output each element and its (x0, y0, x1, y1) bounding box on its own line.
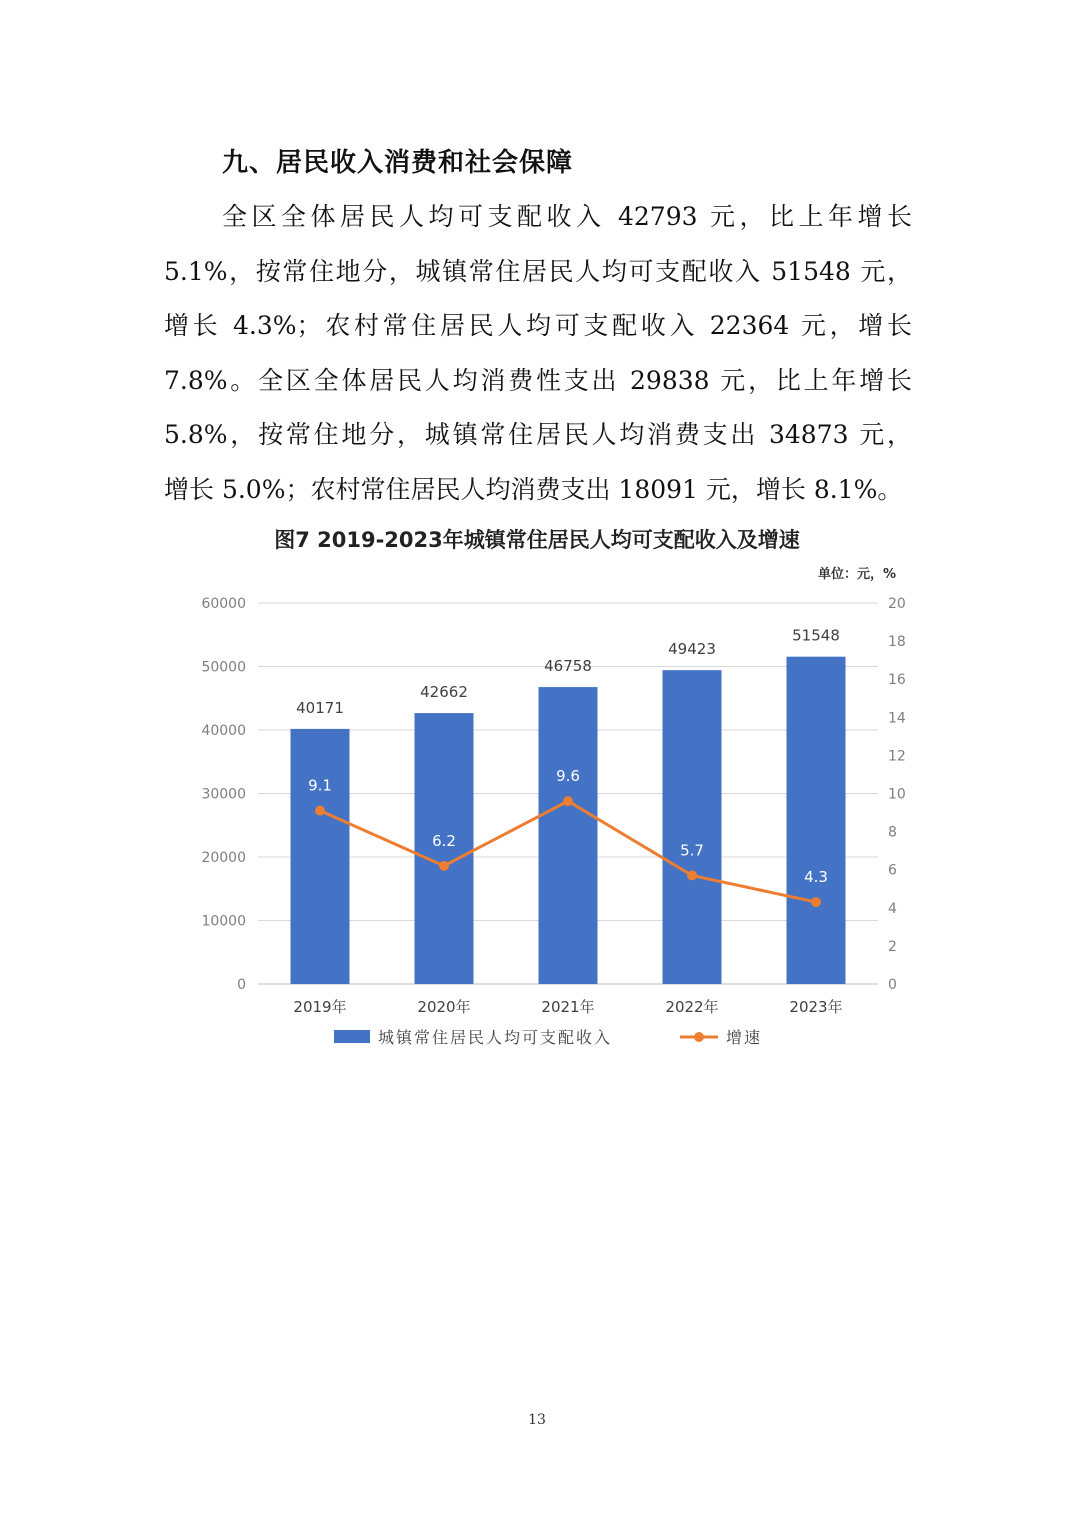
y-left-tick-label: 20000 (201, 850, 246, 866)
bar (539, 687, 598, 984)
x-tick-label: 2022年 (665, 998, 719, 1016)
y-right-tick-label: 6 (888, 862, 897, 879)
y-right-tick-label: 10 (888, 786, 906, 803)
bar-value-label: 46758 (544, 657, 592, 676)
growth-point (563, 796, 573, 806)
paragraph-line: 增长 5.0%；农村常住居民人均消费支出 18091 元，增长 8.1%。 (164, 474, 903, 504)
page-number: 13 (528, 1412, 546, 1428)
paragraph-line: 5.8%，按常住地分，城镇常住居民人均消费支出 34873 元， (164, 420, 912, 449)
growth-point (439, 861, 449, 871)
y-left-tick-label: 0 (237, 977, 246, 993)
x-tick-label: 2021年 (541, 998, 595, 1016)
section-heading: 九、居民收入消费和社会保障 (222, 148, 574, 178)
bar-value-label: 49423 (668, 640, 716, 659)
y-left-tick-label: 30000 (201, 786, 246, 803)
legend-line-marker (694, 1032, 704, 1042)
growth-value-label: 5.7 (680, 841, 704, 860)
x-tick-label: 2019年 (293, 998, 347, 1016)
y-right-tick-label: 14 (888, 710, 906, 727)
y-left-tick-label: 60000 (201, 596, 246, 612)
bar (663, 670, 722, 984)
bar (291, 729, 350, 984)
paragraph-line: 全区全体居民人均可支配收入 42793 元，比上年增长 (222, 202, 912, 231)
y-right-tick-label: 18 (888, 634, 906, 651)
bar-value-label: 51548 (792, 626, 840, 645)
growth-point (315, 806, 325, 816)
y-right-tick-label: 16 (888, 672, 906, 689)
y-left-tick-label: 40000 (201, 723, 246, 739)
y-right-tick-label: 20 (888, 596, 906, 612)
legend-bar-swatch (334, 1030, 370, 1043)
y-right-tick-label: 4 (888, 900, 897, 917)
paragraph-line: 7.8%。全区全体居民人均消费性支出 29838 元，比上年增长 (164, 365, 912, 395)
chart-title: 图7 2019-2023年城镇常住居民人均可支配收入及增速 (274, 528, 800, 552)
y-left-tick-label: 50000 (201, 659, 246, 676)
growth-value-label: 6.2 (432, 831, 456, 850)
y-right-tick-label: 0 (888, 977, 897, 993)
chart-unit-label: 单位：元，% (817, 567, 896, 582)
paragraph-line: 增长 4.3%；农村常住居民人均可支配收入 22364 元，增长 (164, 311, 912, 340)
growth-value-label: 4.3 (804, 868, 828, 887)
paragraph-line: 5.1%，按常住地分，城镇常住居民人均可支配收入 51548 元， (164, 256, 912, 286)
bar (787, 657, 846, 984)
bar-value-label: 42662 (420, 683, 468, 702)
x-tick-label: 2020年 (417, 998, 471, 1016)
legend-line-label: 增速 (726, 1028, 763, 1047)
y-right-tick-label: 2 (888, 938, 897, 955)
growth-value-label: 9.6 (556, 767, 580, 786)
growth-point (811, 897, 821, 907)
growth-value-label: 9.1 (308, 776, 332, 795)
y-right-tick-label: 12 (888, 748, 906, 765)
legend-bar-label: 城镇常住居民人均可支配收入 (378, 1028, 613, 1047)
y-left-tick-label: 10000 (201, 913, 246, 930)
y-right-tick-label: 8 (888, 824, 897, 841)
growth-point (687, 870, 697, 880)
x-tick-label: 2023年 (789, 998, 843, 1016)
bar-value-label: 40171 (296, 698, 344, 717)
